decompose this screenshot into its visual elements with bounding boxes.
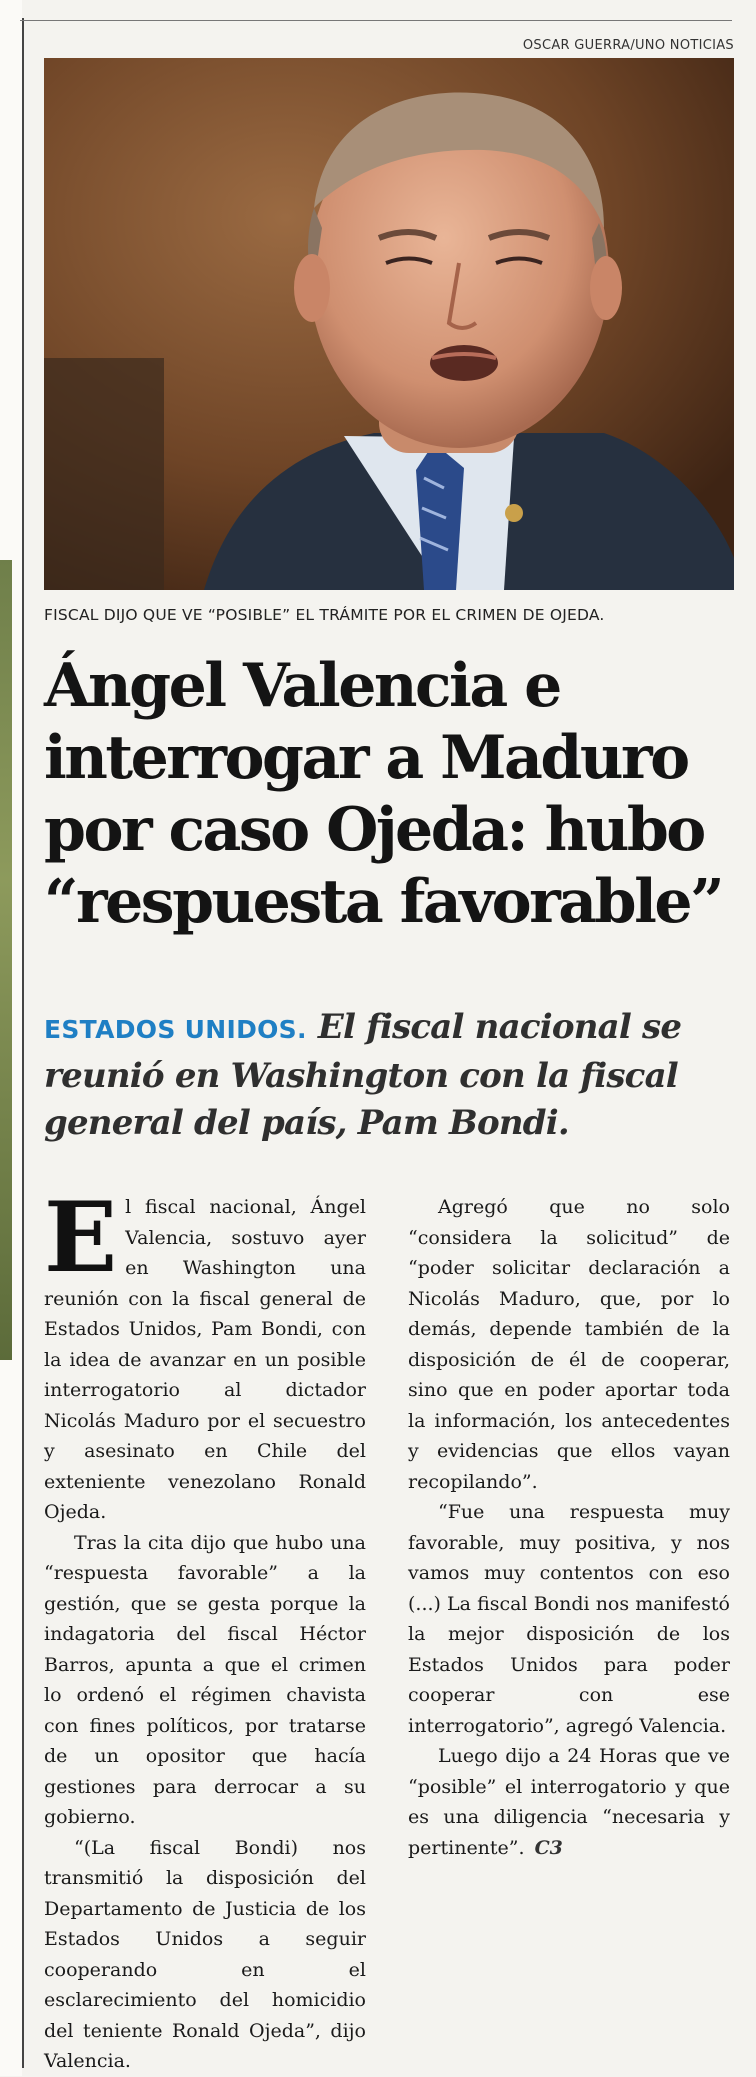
portrait-illustration	[44, 58, 734, 590]
body-paragraph-1: l fiscal nacional, Ángel Valencia, sostuvo ayer en Washington una reunión con la fiscal general de Estados Unidos, Pam Bondi, con la idea de avanzar en un posible interrogatorio al dictador Nicolás Maduro por el secuestro y asesinato en Chile del exteniente venezolano Ronald Ojeda.	[44, 1196, 366, 1523]
body-column-2	[408, 1192, 730, 1863]
drop-cap: E	[44, 1181, 118, 1294]
photo-credit: OSCAR GUERRA/UNO NOTICIAS	[522, 38, 734, 53]
headline: Ángel Valencia e interrogar a Maduro por caso Ojeda: hubo “respuesta favorable”	[44, 651, 723, 937]
adjacent-photo-edge	[0, 560, 12, 1360]
deck-text: El fiscal nacional se reunió en Washington con la fiscal general del país, Pam Bondi.	[44, 1007, 682, 1143]
top-rule	[20, 20, 732, 21]
column-rule	[22, 18, 24, 2068]
end-mark: C3	[534, 1836, 563, 1859]
body-paragraph-6	[408, 1741, 730, 1863]
deck-kicker: ESTADOS UNIDOS.	[44, 1015, 307, 1044]
deck	[44, 1004, 734, 1147]
body-paragraph-5: “Fue una respuesta muy favorable, muy positiva, y nos vamos muy contentos con eso (...) La fiscal Bondi nos manifestó la mejor disposición de los Estados Unidos para poder cooperar con ese interrogatorio”, agregó Valencia.	[408, 1501, 730, 1737]
body-column-1	[44, 1181, 366, 2077]
photo-fiscal	[44, 58, 734, 590]
body-paragraph-3: “(La fiscal Bondi) nos transmitió la disposición del Departamento de Justicia de los Estados Unidos a seguir cooperando en el esclarecimiento del homicidio del teniente Ronald Ojeda”, dijo Valencia.	[44, 1836, 366, 2072]
body-paragraph-6-text: Luego dijo a 24 Horas que ve “posible” el interrogatorio y que es una diligencia “necesaria y pertinente”.	[408, 1745, 730, 1859]
photo-caption: FISCAL DIJO QUE VE “POSIBLE” EL TRÁMITE POR EL CRIMEN DE OJEDA.	[44, 606, 605, 624]
body-paragraph-2: Tras la cita dijo que hubo una “respuesta favorable” a la gestión, que se gesta porque la indagatoria del fiscal Héctor Barros, apunta a que el crimen lo ordenó el régimen chavista con fines políticos, por tratarse de un opositor que hacía gestiones para derrocar a su gobierno.	[44, 1531, 366, 1828]
body-paragraph-4: Agregó que no solo “considera la solicitud” de “poder solicitar declaración a Nicolás Maduro, que, por lo demás, depende también de la disposición de él de cooperar, sino que en poder aportar toda la información, los antecedentes y evidencias que ellos vayan recopilando”.	[408, 1196, 730, 1493]
